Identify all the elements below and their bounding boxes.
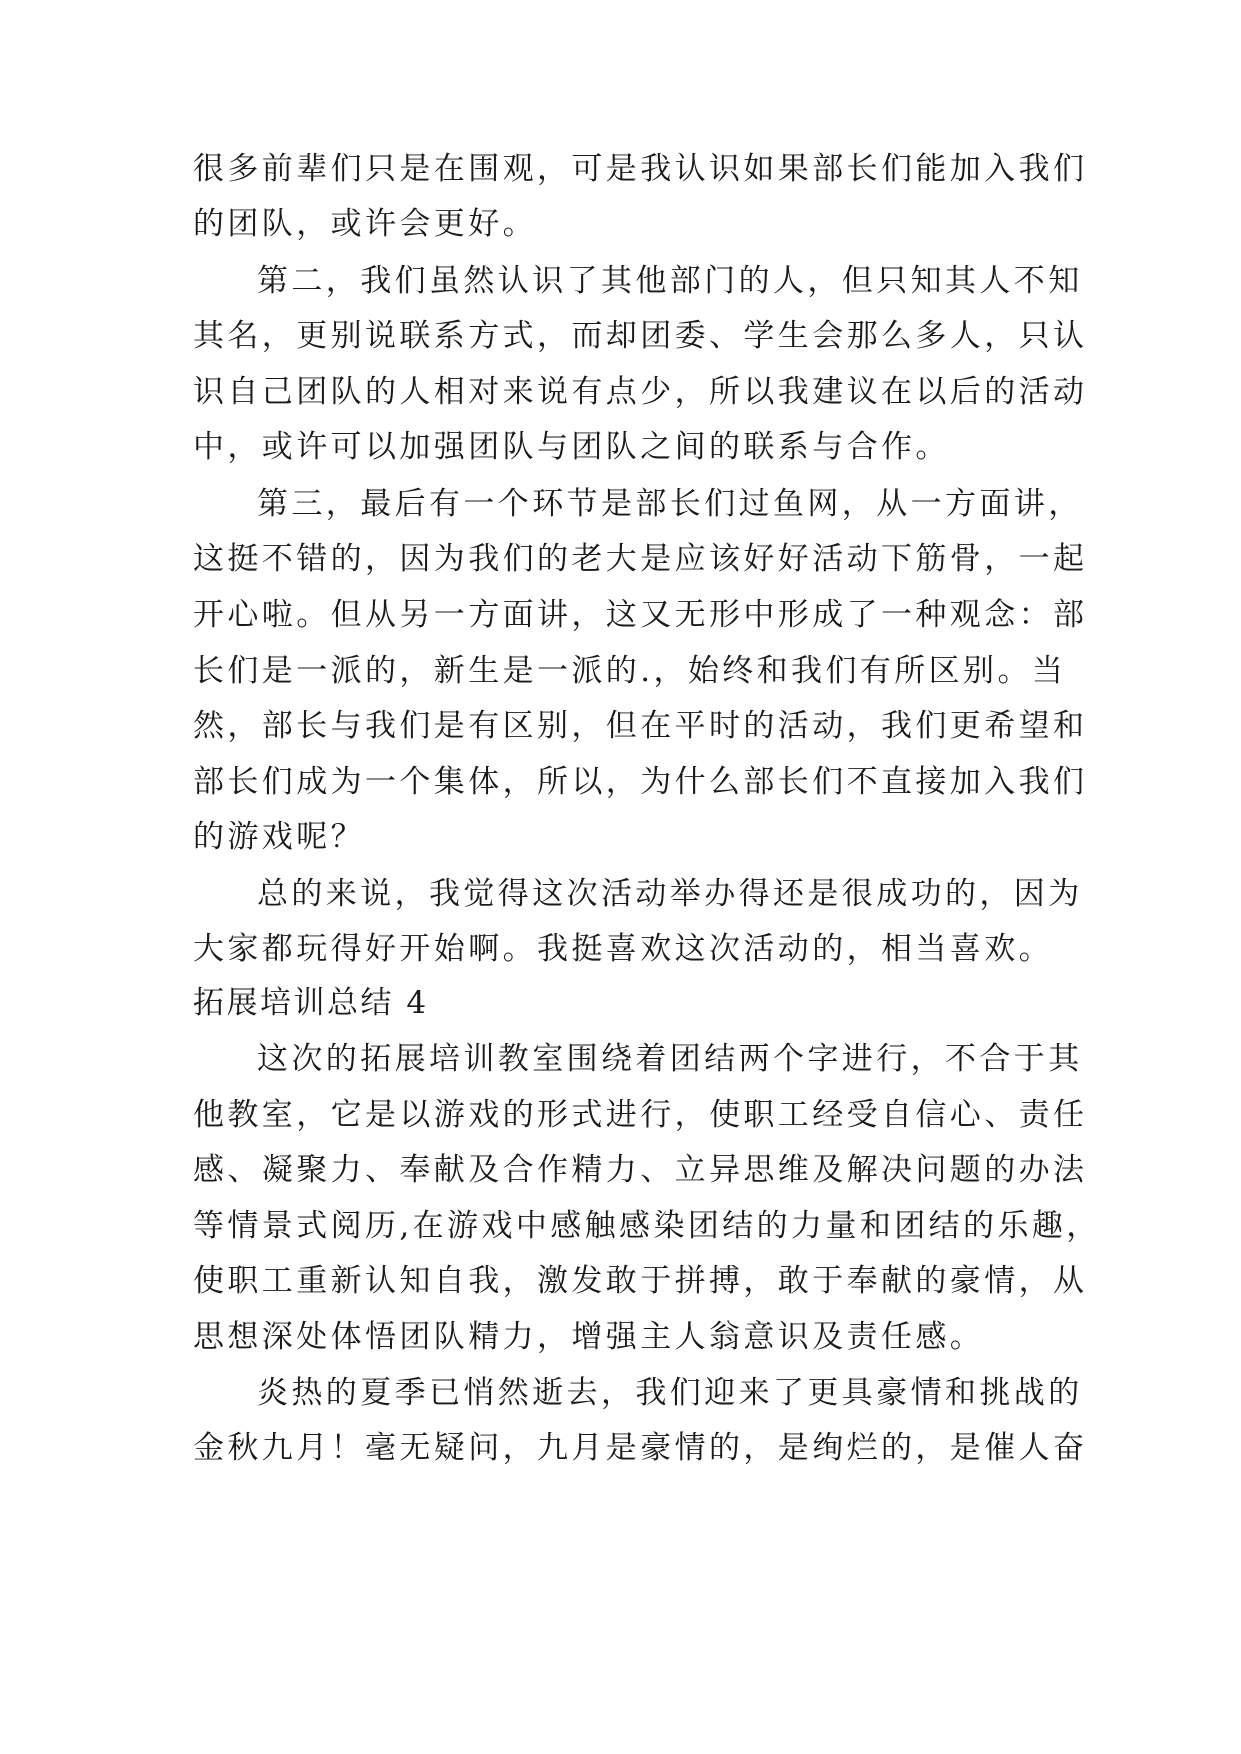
paragraph-line: 炎热的夏季已悄然逝去，我们迎来了更具豪情和挑战的 bbox=[257, 1375, 1083, 1411]
paragraph-line: 思想深处体悟团队精力，增强主人翁意识及责任感。 bbox=[193, 1319, 985, 1355]
paragraph-line: 识自己团队的人相对来说有点少，所以我建议在以后的活动 bbox=[193, 374, 1088, 410]
paragraph-line: 使职工重新认知自我，激发敢于拼搏，敢于奉献的豪情，从 bbox=[193, 1263, 1088, 1299]
paragraph-line: 总的来说，我觉得这次活动举办得还是很成功的，因为 bbox=[257, 876, 1083, 912]
paragraph-line: 金秋九月！毫无疑问，九月是豪情的，是绚烂的，是催人奋 bbox=[193, 1430, 1088, 1466]
paragraph-line: 开心啦。但从另一方面讲，这又无形中形成了一种观念：部 bbox=[193, 597, 1088, 633]
paragraph-line: 这挺不错的，因为我们的老大是应该好好活动下筋骨，一起 bbox=[193, 541, 1088, 577]
paragraph-line: 大家都玩得好开始啊。我挺喜欢这次活动的，相当喜欢。 bbox=[193, 931, 1053, 967]
paragraph-line: 这次的拓展培训教室围绕着团结两个字进行，不合于其 bbox=[257, 1041, 1083, 1077]
paragraph-line: 第二，我们虽然认识了其他部门的人，但只知其人不知 bbox=[257, 263, 1083, 299]
paragraph-line: 等情景式阅历,在游戏中感触感染团结的力量和团结的乐趣， bbox=[193, 1208, 1101, 1244]
paragraph-line: 很多前辈们只是在围观，可是我认识如果部长们能加入我们 bbox=[193, 151, 1088, 187]
section-heading: 拓展培训总结 4 bbox=[193, 985, 429, 1021]
paragraph-line: 其名，更别说联系方式，而却团委、学生会那么多人，只认 bbox=[193, 318, 1088, 354]
paragraph-line: 他教室，它是以游戏的形式进行，使职工经受自信心、责任 bbox=[193, 1097, 1088, 1133]
paragraph-line: 第三，最后有一个环节是部长们过鱼网，从一方面讲， bbox=[257, 486, 1083, 522]
paragraph-line: 感、凝聚力、奉献及合作精力、立异思维及解决问题的办法 bbox=[193, 1152, 1088, 1188]
paragraph-line: 然，部长与我们是有区别，但在平时的活动，我们更希望和 bbox=[193, 708, 1088, 744]
paragraph-line: 的团队，或许会更好。 bbox=[193, 206, 537, 242]
paragraph-line: 中，或许可以加强团队与团队之间的联系与合作。 bbox=[193, 429, 950, 465]
paragraph-line: 长们是一派的，新生是一派的.，始终和我们有所区别。当 bbox=[193, 653, 1067, 689]
paragraph-line: 部长们成为一个集体，所以，为什么部长们不直接加入我们 bbox=[193, 764, 1088, 800]
paragraph-line: 的游戏呢？ bbox=[193, 819, 365, 855]
